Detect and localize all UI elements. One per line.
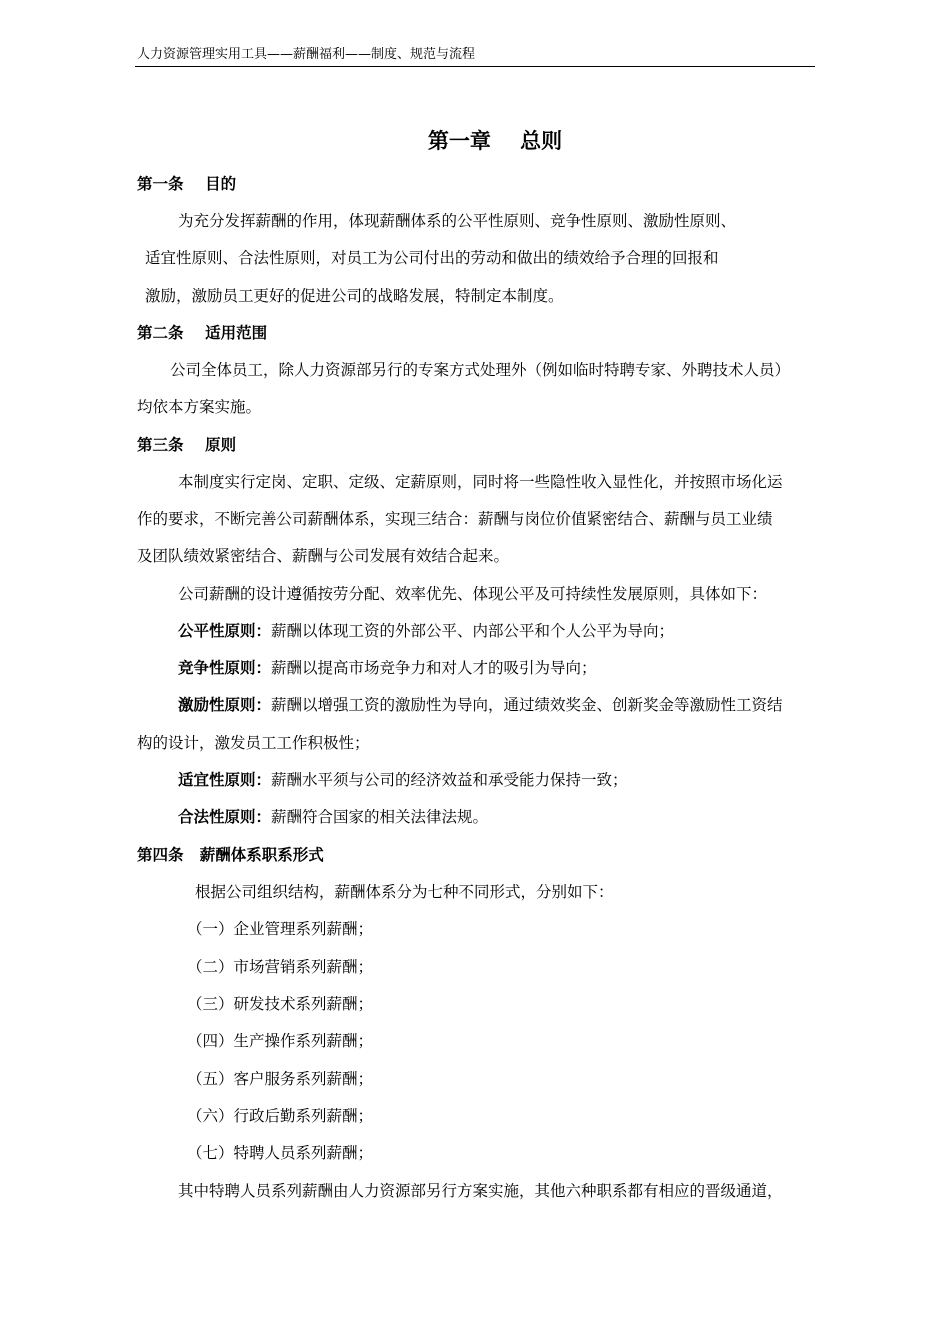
principle-text: 薪酬以增强工资的激励性为导向，通过绩效奖金、创新奖金等激励性工资结 bbox=[271, 696, 783, 714]
list-item: （二）市场营销系列薪酬； bbox=[187, 958, 374, 976]
header-rule bbox=[135, 66, 815, 67]
list-item: （三）研发技术系列薪酬； bbox=[187, 995, 374, 1013]
principle-text: 薪酬以提高市场竞争力和对人才的吸引为导向； bbox=[271, 659, 597, 677]
article-2-line-2: 均依本方案实施。 bbox=[137, 398, 262, 416]
article-1-line-1: 为充分发挥薪酬的作用，体现薪酬体系的公平性原则、竞争性原则、激励性原则、 bbox=[178, 212, 737, 230]
article-3-line-4: 公司薪酬的设计遵循按劳分配、效率优先、体现公平及可持续性发展原则，具体如下： bbox=[178, 585, 768, 603]
list-item: （六）行政后勤系列薪酬； bbox=[187, 1107, 374, 1125]
article-1-heading: 第一条 目的 bbox=[137, 175, 237, 193]
principle-competitiveness bbox=[178, 657, 597, 679]
principle-label: 适宜性原则： bbox=[178, 771, 272, 789]
article-3-line-1: 本制度实行定岗、定职、定级、定薪原则，同时将一些隐性收入显性化，并按照市场化运 bbox=[178, 473, 783, 491]
list-item: （五）客户服务系列薪酬； bbox=[187, 1070, 374, 1088]
principle-text: 薪酬以体现工资的外部公平、内部公平和个人公平为导向； bbox=[271, 622, 675, 640]
principle-text: 薪酬符合国家的相关法律法规。 bbox=[271, 808, 489, 826]
principle-text: 薪酬水平须与公司的经济效益和承受能力保持一致； bbox=[271, 771, 628, 789]
article-2-line-1: 公司全体员工，除人力资源部另行的专案方式处理外（例如临时特聘专家、外聘技术人员） bbox=[170, 361, 791, 379]
chapter-title: 第一章 总则 bbox=[427, 129, 563, 153]
article-3-heading: 第三条 原则 bbox=[137, 436, 237, 454]
article-3-line-3: 及团队绩效紧密结合、薪酬与公司发展有效结合起来。 bbox=[137, 547, 510, 565]
principle-fairness bbox=[178, 620, 674, 642]
article-1-line-3: 激励，激励员工更好的促进公司的战略发展，特制定本制度。 bbox=[145, 287, 564, 305]
principle-incentive-continued: 构的设计，激发员工工作积极性； bbox=[137, 734, 370, 752]
principle-label: 竞争性原则： bbox=[178, 659, 272, 677]
article-1-line-2: 适宜性原则、合法性原则，对员工为公司付出的劳动和做出的绩效给予合理的回报和 bbox=[145, 249, 719, 267]
article-4-intro: 根据公司组织结构，薪酬体系分为七种不同形式，分别如下： bbox=[195, 883, 614, 901]
article-4-last-line: 其中特聘人员系列薪酬由人力资源部另行方案实施，其他六种职系都有相应的晋级通道， bbox=[178, 1182, 783, 1200]
principle-label: 合法性原则： bbox=[178, 808, 272, 826]
principle-legality bbox=[178, 806, 488, 828]
article-3-line-2: 作的要求，不断完善公司薪酬体系，实现三结合：薪酬与岗位价值紧密结合、薪酬与员工业绩 bbox=[137, 510, 773, 528]
article-2-heading: 第二条 适用范围 bbox=[137, 324, 268, 342]
article-4-heading: 第四条 薪酬体系职系形式 bbox=[137, 846, 324, 864]
principle-label: 激励性原则： bbox=[178, 696, 272, 714]
principle-incentive bbox=[178, 694, 783, 716]
running-header: 人力资源管理实用工具——薪酬福利——制度、规范与流程 bbox=[137, 47, 476, 62]
principle-label: 公平性原则： bbox=[178, 622, 272, 640]
principle-suitability bbox=[178, 769, 628, 791]
list-item: （四）生产操作系列薪酬； bbox=[187, 1032, 374, 1050]
list-item: （一）企业管理系列薪酬； bbox=[187, 920, 374, 938]
list-item: （七）特聘人员系列薪酬； bbox=[187, 1144, 374, 1162]
